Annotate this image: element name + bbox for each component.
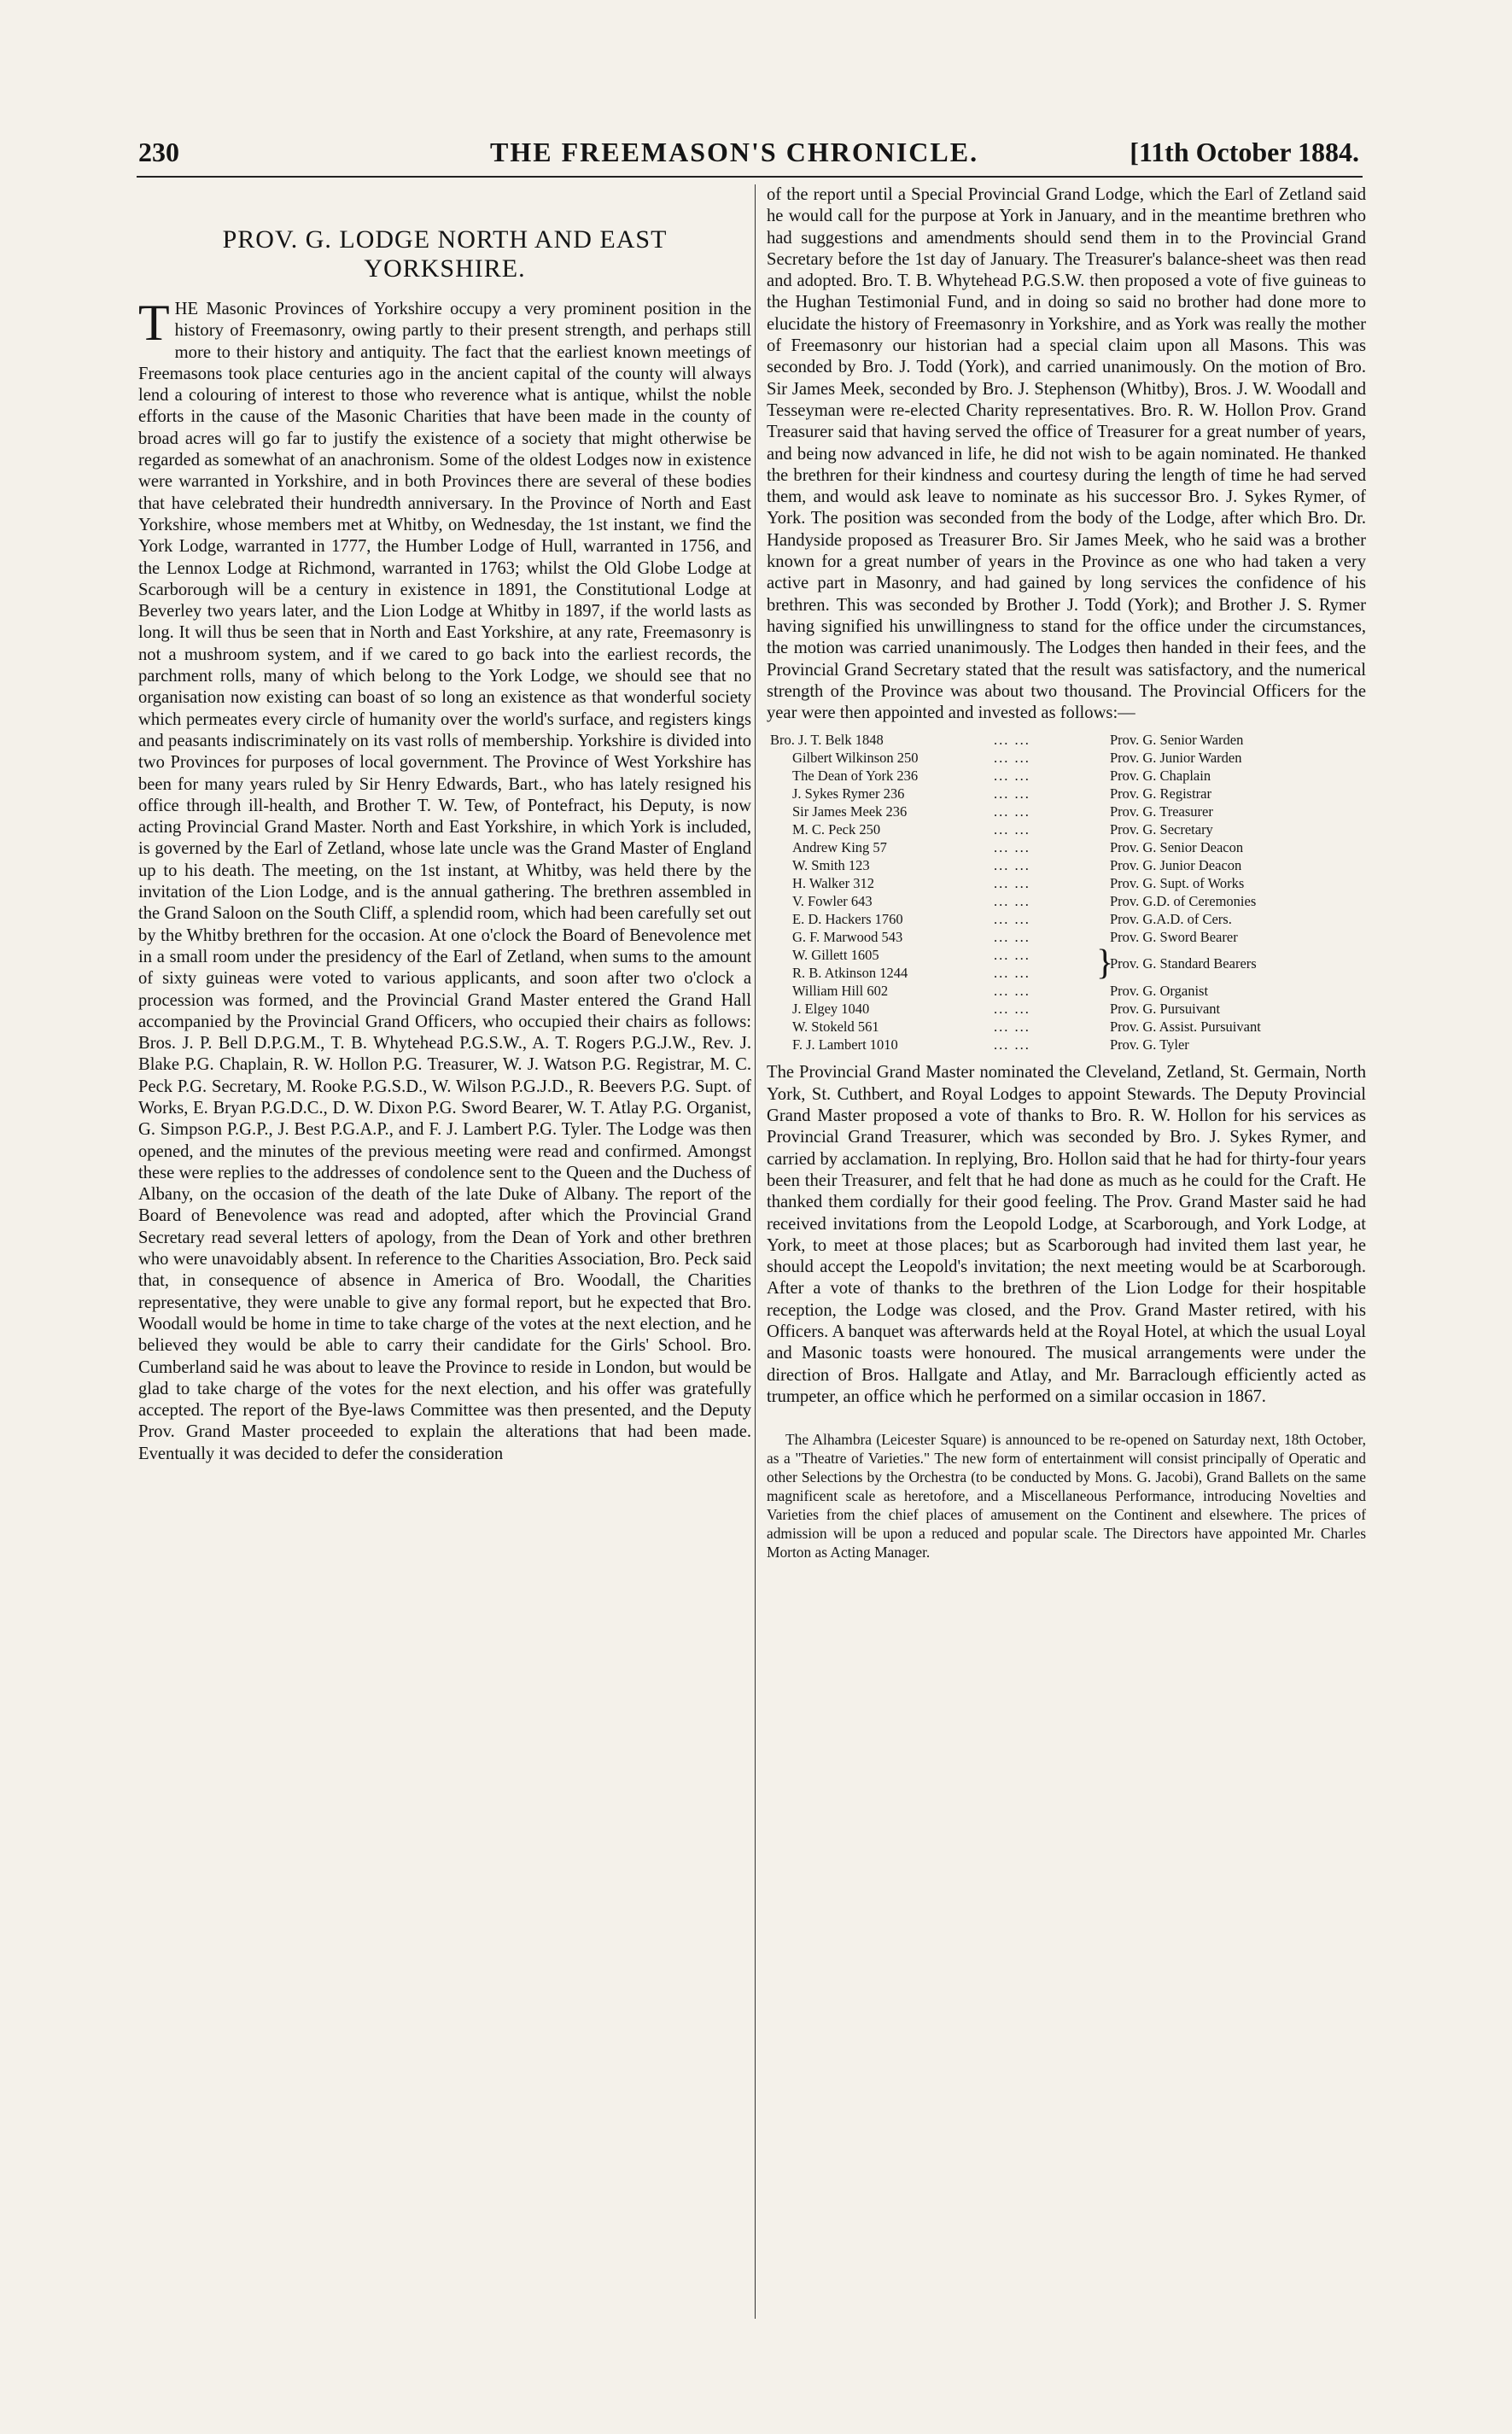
officer-name: Andrew King 57 — [792, 839, 887, 856]
leader-dots: ... ... — [994, 857, 1030, 874]
article-paragraph-text: HE Masonic Provinces of Yorkshire occupy a very prominent position in the history of Freemasonry, owing partly to their present strength, and perhaps still more to their history and antiquity. The fact that the earliest known meetings of Freemasons took place centuries ago in the ancient capital of the county will always lend a colouring of interest to those who reverence what is antique, whilst the noble efforts in the cause of the Masonic Charities that have been made in the county of broad acres will go far to justify the existence of a society that might otherwise be regarded as somewhat of an anachronism. Some of the oldest Lodges now in existence were warranted in Yorkshire, and in both Provinces there are several of these bodies that have celebrated their hundredth anniversary. In the Province of North and East Yorkshire, whose members met at Whitby, on Wednesday, the 1st instant, we find the York Lodge, warranted in 1777, the Humber Lodge of Hull, warranted in 1756, and the Lennox Lodge at Richmond, warranted in 1763; whilst the Old Globe Lodge at Scarborough will be a century in existence in 1891, the Constitutional Lodge at Beverley two years later, and the Lion Lodge at Whitby in 1897, if the world lasts as long. It will thus be seen that in North and East Yorkshire, at any rate, Freemasonry is not a mushroom system, and if we cared to go back into the earliest records, the parchment rolls, many of which belong to the York Lodge, we should see that no organisation now existing can boast of so long an existence as that wonderful society which permeates every circle of humanity over the world's surface, and registers kings and peasants indiscriminately on its vast rolls of membership. Yorkshire is divided into two Provinces for purposes of local government. The Province of West Yorkshire has been for many years ruled by Sir Henry Edwards, Bart., who has lately resigned his office through ill-health, and Brother T. W. Tew, of Pontefract, his Deputy, is now acting Provincial Grand Master. North and East Yorkshire, in which York is included, is governed by the Earl of Zetland, whose late uncle was the Grand Master of England up to his death. The meeting, on the 1st instant, at Whitby, was held there by the invitation of the Lion Lodge, and is the annual gathering. The brethren assembled in the Grand Saloon on the South Cliff, a splendid room, which had been carefully set out by the Whitby brethren for the occasion. At one o'clock the Board of Benevolence met in a small room under the presidency of the Earl of Zetland, when sums to the amount of sixty guineas were voted to various applicants, and soon after two o'clock a procession was formed, and the Provincial Grand Master entered the Grand Hall accompanied by the Provincial Grand Officers, who occupied their chairs as follows: Bros. J. P. Bell D.P.G.M., T. B. Whytehead P.G.S.W., A. T. Rogers P.G.J.W., Rev. J. Blake P.G. Chaplain, R. W. Hollon P.G. Treasurer, W. J. Watson P.G. Registrar, M. C. Peck P.G. Secretary, M. Rooke P.G.S.D., W. Wilson P.G.J.D., R. Beevers P.G. Supt. of Works, E. Bryan P.G.D.C., D. W. Dixon P.G. Sword Bearer, W. T. Atlay P.G. Organist, G. Simpson P.G.P., J. Best P.G.A.P., and F. J. Lambert P.G. Tyler. The Lodge was then opened, and the minutes of the previous meeting were read and confirmed. Amongst these were replies to the addresses of condolence sent to the Queen and the Duchess of Albany, on the occasion of the death of the late Duke of Albany. The report of the Board of Benevolence was read and adopted, after which the Provincial Grand Secretary read several letters of apology, from the Dean of York and other brethren who were unavoidably absent. In reference to the Charities Association, Bro. Peck said that, in consequence of absence in America of Bro. Woodall, the Charities representative, they were unable to give any formal report, but he expected that Bro. Woodall would be home in time to take charge of the votes at the next election, and he believed they would be able to carry their candidate for the Girls' School. Bro. Cumberland said he was about to leave the Province to reside in London, but would be glad to take charge of the votes for the next election, and his offer was gratefully accepted. The report of the Bye-laws Committee was then presented, and the Deputy Prov. Grand Master proceeded to explain the alterations that had been made. Eventually it was decided to defer the consideration — [138, 300, 751, 1463]
officer-row — [770, 731, 1366, 749]
leader-dots: ... ... — [994, 929, 1030, 946]
right-column — [767, 184, 1366, 1561]
issue-date: [11th October 1884. — [1130, 137, 1359, 167]
officer-office: Prov. G. Organist — [1110, 983, 1209, 1000]
officer-row — [770, 946, 1366, 964]
officer-office: Prov. G. Treasurer — [1110, 803, 1213, 820]
officer-office: Prov. G. Junior Deacon — [1110, 857, 1242, 874]
leader-dots: ... ... — [994, 750, 1030, 767]
officers-list — [770, 731, 1366, 1054]
curly-brace-icon: } — [1096, 943, 1114, 984]
officer-office: Prov. G. Sword Bearer — [1110, 929, 1238, 946]
officer-row — [770, 982, 1366, 1000]
page-number: 230 — [138, 137, 179, 167]
leader-dots: ... ... — [994, 839, 1030, 856]
officer-name: H. Walker 312 — [792, 875, 874, 892]
header-rule — [137, 176, 1363, 178]
officer-row — [770, 856, 1366, 874]
officer-row — [770, 874, 1366, 892]
officer-name: Bro. J. T. Belk 1848 — [770, 732, 884, 749]
leader-dots: ... ... — [994, 803, 1030, 820]
article-title-line2: YORKSHIRE. — [364, 254, 526, 283]
leader-dots: ... ... — [994, 821, 1030, 838]
officer-office: Prov. G.D. of Ceremonies — [1110, 893, 1257, 910]
officer-office: Prov. G. Supt. of Works — [1110, 875, 1245, 892]
officer-name: J. Sykes Rymer 236 — [792, 785, 905, 803]
officer-row — [770, 820, 1366, 838]
officer-name: Sir James Meek 236 — [792, 803, 908, 820]
leader-dots: ... ... — [994, 785, 1030, 803]
article-paragraph-closing: The Provincial Grand Master nominated the Cleveland, Zetland, St. Germain, North York, St. Cuthbert, and Royal Lodges to appoint Stewards. The Deputy Provincial Grand Master proposed a vote of thanks to Bro. R. W. Hollon for his services as Provincial Grand Treasurer, which was seconded by Bro. J. Sykes Rymer, and carried by acclamation. In replying, Bro. Hollon said that he had for thirty-four years been their Treasurer, and felt that he had done as much as he could for the Craft. He thanked them cordially for their good feeling. The Prov. Grand Master said he had received invitations from the Leopold Lodge, at Scarborough, and York Lodge, at York, to meet at those places; but as Scarborough had invited them last year, he should accept the Leopold's invitation; the next meeting would be at Scarborough. After a vote of thanks to the brethren of the Lion Lodge for their hospitable reception, the Lodge was closed, and the Prov. Grand Master retired, with his Officers. A banquet was afterwards held at the Royal Hotel, at which the usual Loyal and Masonic toasts were honoured. The musical arrangements were under the direction of Bros. Hallgate and Atlay, and Mr. Barraclough efficiently acted as trumpeter, an office which he performed on a similar occasion in 1867. — [767, 1063, 1366, 1406]
officer-row — [770, 1036, 1366, 1054]
drop-cap: T — [138, 295, 170, 351]
officer-row — [770, 767, 1366, 785]
leader-dots: ... ... — [994, 1036, 1030, 1054]
officer-name: The Dean of York 236 — [792, 768, 919, 785]
officer-name: J. Elgey 1040 — [792, 1001, 870, 1018]
publication-title: THE FREEMASON'S CHRONICLE. — [490, 137, 979, 167]
officer-office: Prov. G. Secretary — [1110, 821, 1213, 838]
officer-row — [770, 910, 1366, 928]
officer-name: G. F. Marwood 543 — [792, 929, 903, 946]
officer-name: V. Fowler 643 — [792, 893, 873, 910]
leader-dots: ... ... — [994, 983, 1030, 1000]
officer-office: Prov. G. Senior Deacon — [1110, 839, 1244, 856]
article-paragraph-continued: of the report until a Special Provincial Grand Lodge, which the Earl of Zetland said he would call for the purpose at York in January, and in the meantime brethren who had suggestions and amendments should send them in to the Provincial Grand Secretary before the 1st day of January. The Treasurer's balance-sheet was then read and adopted. Bro. T. B. Whytehead P.G.S.W. then proposed a vote of five guineas to the Hughan Testimonial Fund, and in doing so said no brother had done more to elucidate the history of Freemasonry in Yorkshire, and as York was really the mother of Freemasonry our historian had a special claim upon all Masons. This was seconded by Bro. J. Todd (York), and carried unanimously. On the motion of Bro. Sir James Meek, seconded by Bro. J. Stephenson (Whitby), Bros. J. W. Woodall and Tesseyman were re-elected Charity representatives. Bro. R. W. Hollon Prov. Grand Treasurer said that having served the office of Treasurer for a great number of years, and being now advanced in life, he did not wish to be again nominated. He thanked the brethren for their kindness and courtesy during the length of time he had served them, and would ask leave to nominate as his successor Bro. J. Sykes Rymer, of York. The position was seconded from the body of the Lodge, after which Bro. Dr. Handyside proposed as Treasurer Bro. Sir James Meek, who he said was a brother known for a great number of years in the Province as one who had taken a very active part in Masonry, and had gained by long services the confidence of his brethren. This was seconded by Brother J. Todd (York); and Brother J. S. Rymer having signified his unwillingness to stand for the office under the circumstances, the motion was carried unanimously. The Lodges then handed in their fees, and the Provincial Grand Secretary stated that the result was satisfactory, and the numerical strength of the Province was about two thousand. The Provincial Officers for the year were then appointed and invested as follows:— — [767, 185, 1366, 723]
leader-dots: ... ... — [994, 893, 1030, 910]
officer-name: F. J. Lambert 1010 — [792, 1036, 898, 1054]
leader-dots: ... ... — [994, 732, 1030, 749]
officer-row — [770, 749, 1366, 767]
officer-name: M. C. Peck 250 — [792, 821, 881, 838]
leader-dots: ... ... — [994, 965, 1030, 982]
article-title — [138, 225, 751, 283]
officer-row — [770, 838, 1366, 856]
standard-bearers-group — [770, 943, 1366, 984]
alhambra-notice — [767, 1430, 1366, 1561]
officer-row — [770, 928, 1366, 946]
running-head — [138, 137, 1359, 171]
officer-row — [770, 803, 1366, 820]
officer-row — [770, 892, 1366, 910]
officer-name: E. D. Hackers 1760 — [792, 911, 903, 928]
officer-office: Prov. G.A.D. of Cers. — [1110, 911, 1232, 928]
officer-row — [770, 785, 1366, 803]
leader-dots: ... ... — [994, 768, 1030, 785]
officer-name: W. Gillett 1605 — [792, 947, 879, 964]
leader-dots: ... ... — [994, 947, 1030, 964]
left-column — [138, 184, 751, 1465]
leader-dots: ... ... — [994, 1019, 1030, 1036]
notice-text: The Alhambra (Leicester Square) is announced to be re-opened on Saturday next, 18th October, as a "Theatre of Varieties." The new form of entertainment will consist principally of Operatic and other Selections by the Orchestra (to be conducted by Mons. G. Jacobi), Grand Ballets on the same magnificent scale as heretofore, and a Miscellaneous Performance, introducing Novelties and Varieties from the chief places of amusement on the Continent and elsewhere. The prices of admission will be upon a reduced and popular scale. The Directors have appointed Mr. Charles Morton as Acting Manager. — [767, 1431, 1366, 1561]
officer-name: R. B. Atkinson 1244 — [792, 965, 908, 982]
officer-row — [770, 1000, 1366, 1018]
article-title-line1: PROV. G. LODGE NORTH AND EAST — [222, 225, 668, 254]
leader-dots: ... ... — [994, 911, 1030, 928]
officer-prefix: Bro. — [770, 732, 795, 749]
officer-office: Prov. G. Standard Bearers — [1110, 955, 1257, 972]
leader-dots: ... ... — [994, 1001, 1030, 1018]
officer-office: Prov. G. Pursuivant — [1110, 1001, 1221, 1018]
leader-dots: ... ... — [994, 875, 1030, 892]
officer-name: W. Smith 123 — [792, 857, 870, 874]
article-paragraph — [138, 295, 751, 1465]
officer-office: Prov. G. Registrar — [1110, 785, 1211, 803]
officer-name: W. Stokeld 561 — [792, 1019, 879, 1036]
officer-office: Prov. G. Tyler — [1110, 1036, 1189, 1054]
officer-office: Prov. G. Chaplain — [1110, 768, 1211, 785]
officer-row — [770, 964, 1366, 982]
officer-office: Prov. G. Senior Warden — [1110, 732, 1244, 749]
officer-office: Prov. G. Assist. Pursuivant — [1110, 1019, 1261, 1036]
column-rule — [755, 184, 756, 2319]
officer-name: William Hill 602 — [792, 983, 889, 1000]
officer-office: Prov. G. Junior Warden — [1110, 750, 1242, 767]
officer-row — [770, 1018, 1366, 1036]
officer-name: Gilbert Wilkinson 250 — [792, 750, 919, 767]
